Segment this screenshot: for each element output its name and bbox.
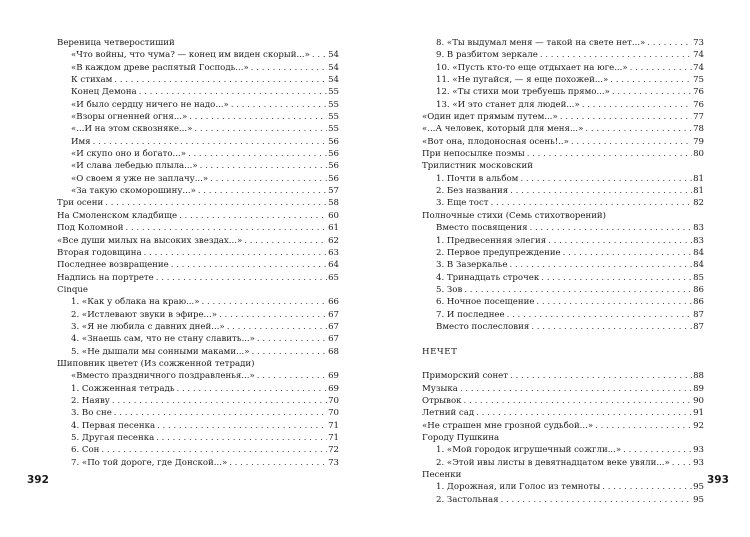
toc-entry-title: 5. Другая песенка	[71, 433, 155, 443]
dot-leader	[139, 86, 327, 98]
toc-entry-page: 67	[328, 309, 339, 320]
toc-entry-title: 3. Во сне	[71, 408, 112, 419]
toc-entry-page: 67	[328, 334, 339, 345]
dot-leader	[312, 49, 327, 61]
toc-entry	[57, 333, 339, 345]
dot-leader	[507, 309, 692, 321]
toc-entry	[422, 136, 704, 148]
toc-entry-page: 56	[328, 136, 339, 147]
toc-entry-page: 76	[693, 87, 704, 98]
toc-entry-title: Имя	[71, 136, 91, 147]
toc-entry-title: 2. Наяву	[71, 395, 110, 406]
toc-entry-page: 56	[328, 161, 339, 172]
dot-leader	[585, 123, 692, 135]
dot-leader	[101, 444, 327, 456]
blank-line	[422, 358, 704, 370]
toc-entry	[422, 49, 704, 61]
toc-entry-page: 63	[328, 247, 339, 258]
toc-entry-page: 75	[693, 75, 704, 86]
toc-entry	[422, 457, 704, 469]
toc-entry-title: При непосылке поэмы	[422, 149, 525, 160]
dot-leader	[510, 370, 692, 382]
toc-entry	[422, 123, 704, 135]
dot-leader	[105, 197, 327, 209]
toc-entry-title: 11. «Не пугайся, — я еще похожей...»	[436, 75, 609, 86]
toc-entry	[57, 284, 339, 296]
dot-leader	[623, 444, 692, 456]
toc-entry-title: 12. «Ты стихи мои требуешь прямо...»	[436, 87, 610, 98]
toc-entry-page: 87	[693, 309, 704, 320]
toc-entry	[422, 111, 704, 123]
toc-entry-title: «В каждом древе распятый Господь...»	[71, 62, 249, 73]
toc-entry	[57, 210, 339, 222]
toc-entry-page: 55	[328, 87, 339, 98]
dot-leader	[156, 432, 327, 444]
toc-entry-page: 84	[693, 247, 704, 258]
toc-entry-page: 93	[693, 457, 704, 468]
dot-leader	[219, 309, 327, 321]
toc-entry-title: 2. Первое предупреждение	[436, 247, 561, 258]
toc-entry	[57, 346, 339, 358]
toc-entry-page: 62	[328, 235, 339, 246]
toc-entry-title: Летний сад	[422, 408, 475, 419]
toc-entry-title: 7. И последнее	[436, 309, 505, 320]
toc-entry-page: 56	[328, 149, 339, 160]
right-page-contents	[422, 37, 704, 506]
toc-entry-page: 54	[328, 75, 339, 86]
toc-entry-page: 71	[328, 420, 339, 431]
toc-entry-page: 84	[693, 260, 704, 271]
toc-entry-page: 93	[693, 445, 704, 456]
toc-entry-title: 1. Дорожная, или Голос из темноты	[436, 482, 601, 493]
section-heading: НЕЧЕТ	[422, 346, 458, 357]
toc-entry	[422, 383, 704, 395]
toc-entry-title: К стихам	[71, 75, 113, 86]
toc-entry	[57, 259, 339, 271]
toc-entry	[57, 123, 339, 135]
toc-entry-page: 88	[693, 371, 704, 382]
toc-entry-page: 64	[328, 260, 339, 271]
toc-entry-page: 86	[693, 284, 704, 295]
toc-entry-title: Приморский сонет	[422, 371, 509, 382]
toc-entry-page: 66	[328, 297, 339, 308]
dot-leader	[531, 321, 692, 333]
toc-entry-title: 7. «По той дороге, где Донской...»	[71, 457, 228, 468]
toc-entry-page: 69	[328, 371, 339, 382]
dot-leader	[560, 111, 692, 123]
dot-leader	[536, 296, 692, 308]
toc-entry-title: Городу Пушкина	[422, 433, 500, 443]
toc-entry	[422, 444, 704, 456]
toc-entry-page: 56	[328, 173, 339, 184]
toc-entry-title: Надпись на портрете	[57, 272, 154, 283]
toc-entry	[422, 210, 704, 222]
dot-leader	[179, 210, 327, 222]
toc-entry	[422, 469, 704, 481]
toc-entry	[57, 309, 339, 321]
toc-entry-title: «Один идет прямым путем...»	[422, 112, 558, 123]
toc-entry-page: 73	[693, 38, 704, 48]
toc-entry	[57, 235, 339, 247]
toc-entry	[422, 494, 704, 506]
toc-entry	[422, 370, 704, 382]
toc-entry-title: 3. «Я не любила с давних дней...»	[71, 321, 225, 332]
toc-entry	[57, 420, 339, 432]
dot-leader	[114, 74, 327, 86]
dot-leader	[198, 185, 327, 197]
toc-entry-page: 89	[693, 383, 704, 394]
dot-leader	[257, 370, 327, 382]
toc-entry-title: «...И на этом сквозняке...»	[71, 124, 193, 135]
toc-entry-title: «...А человек, который для меня...»	[422, 124, 584, 135]
toc-entry	[422, 296, 704, 308]
toc-entry	[57, 99, 339, 111]
right-page-number: 393	[707, 474, 729, 486]
toc-entry	[57, 296, 339, 308]
dot-leader	[202, 296, 328, 308]
toc-entry	[57, 321, 339, 333]
toc-entry-title: Под Коломной	[57, 223, 124, 234]
toc-entry-page: 95	[693, 494, 704, 505]
dot-leader	[501, 494, 693, 506]
toc-entry	[57, 148, 339, 160]
dot-leader	[595, 420, 692, 432]
toc-entry-page: 70	[328, 408, 339, 419]
toc-entry-title: 4. Тринадцать строчек	[436, 272, 540, 283]
toc-entry-title: «О своем я уже не заплачу...»	[71, 173, 209, 184]
dot-leader	[210, 173, 327, 185]
dot-leader	[227, 321, 327, 333]
toc-entry	[57, 370, 339, 382]
dot-leader	[257, 333, 327, 345]
dot-leader	[509, 259, 692, 271]
toc-entry-title: «Что войны, что чума? — конец им виден скорый...»	[71, 50, 310, 61]
dot-leader	[520, 173, 692, 185]
dot-leader	[464, 284, 692, 296]
toc-entry-page: 82	[693, 198, 704, 209]
toc-entry-title: 1. «Как у облака на краю...»	[71, 297, 200, 308]
toc-entry	[57, 457, 339, 469]
toc-entry	[422, 272, 704, 284]
toc-entry	[422, 222, 704, 234]
toc-entry-title: 1. Предвесенняя элегия	[436, 235, 547, 246]
toc-entry-page: 74	[693, 50, 704, 61]
toc-entry-title: Песенки	[422, 470, 462, 481]
toc-entry-page: 55	[328, 112, 339, 123]
toc-entry	[422, 432, 704, 444]
dot-leader	[251, 62, 327, 74]
dot-leader	[171, 259, 327, 271]
toc-entry-title: 4. «Знаешь сам, что не стану славить...»	[71, 334, 255, 345]
toc-entry-title: Вторая годовщина	[57, 247, 142, 258]
dot-leader	[189, 111, 327, 123]
toc-entry-page: 54	[328, 50, 339, 61]
toc-entry-title: Cinque	[57, 284, 88, 295]
toc-entry	[422, 197, 704, 209]
toc-entry-page: 92	[693, 420, 704, 431]
toc-entry-title: «И было сердцу ничего не надо...»	[71, 99, 229, 110]
toc-entry	[57, 37, 339, 49]
toc-entry	[422, 62, 704, 74]
dot-leader	[231, 99, 327, 111]
toc-entry	[57, 49, 339, 61]
toc-entry-page: 87	[693, 321, 704, 332]
dot-leader	[188, 148, 327, 160]
toc-entry	[422, 247, 704, 259]
toc-entry	[422, 309, 704, 321]
toc-entry	[57, 136, 339, 148]
toc-entry-title: 1. «Мой городок игрушечный сожгли...»	[436, 445, 622, 456]
toc-entry-page: 55	[328, 99, 339, 110]
toc-entry-title: 5. Зов	[436, 284, 463, 295]
toc-entry-title: «За такую скоморошину...»	[71, 186, 196, 197]
toc-entry	[57, 197, 339, 209]
toc-entry	[422, 481, 704, 493]
toc-entry-title: На Смоленском кладбище	[57, 210, 178, 221]
dot-leader	[460, 383, 692, 395]
toc-entry-page: 83	[693, 223, 704, 234]
dot-leader	[244, 235, 327, 247]
dot-leader	[114, 407, 327, 419]
toc-entry-title: Музыка	[422, 383, 458, 394]
dot-leader	[194, 123, 327, 135]
toc-entry-page: 55	[328, 124, 339, 135]
toc-entry	[422, 284, 704, 296]
toc-entry-page: 83	[693, 235, 704, 246]
toc-entry-title: Конец Демона	[71, 87, 137, 98]
toc-entry	[422, 420, 704, 432]
dot-leader	[571, 136, 692, 148]
toc-entry	[57, 185, 339, 197]
toc-entry-title: 1. Сожженная тетрадь	[71, 383, 175, 394]
dot-leader	[144, 247, 327, 259]
toc-entry-page: 69	[328, 383, 339, 394]
toc-entry	[422, 173, 704, 185]
toc-entry	[57, 247, 339, 259]
toc-entry-title: «И слава лебедью плыла...»	[71, 161, 198, 172]
toc-entry-page: 81	[693, 173, 704, 184]
toc-entry-page: 54	[328, 62, 339, 73]
dot-leader	[491, 197, 693, 209]
toc-entry	[57, 383, 339, 395]
toc-entry-title: 13. «И это станет для людей...»	[436, 99, 580, 110]
dot-leader	[527, 148, 692, 160]
dot-leader	[156, 272, 327, 284]
toc-entry	[57, 444, 339, 456]
dot-leader	[672, 457, 692, 469]
dot-leader	[112, 395, 327, 407]
toc-entry-title: 2. Без названия	[436, 186, 509, 197]
toc-entry	[57, 432, 339, 444]
blank-line	[422, 333, 704, 345]
toc-entry-page: 57	[328, 186, 339, 197]
toc-entry	[422, 407, 704, 419]
toc-entry-title: «Все души милых на высоких звездах...»	[57, 235, 243, 246]
toc-entry-title: 8. «Ты выдумал меня — такой на свете нет...»	[436, 38, 646, 48]
toc-entry	[422, 321, 704, 333]
dot-leader	[630, 62, 692, 74]
dot-leader	[476, 407, 692, 419]
dot-leader	[125, 222, 327, 234]
toc-entry-page: 65	[328, 272, 339, 283]
toc-entry-title: 3. В Зазеркалье	[436, 260, 508, 271]
toc-entry-title: 6. Ночное посещение	[436, 297, 535, 308]
toc-entry-page: 74	[693, 62, 704, 73]
toc-entry	[422, 37, 704, 49]
dot-leader	[541, 272, 692, 284]
toc-entry-title: Вереница четверостиший	[57, 38, 175, 48]
toc-entry-page: 91	[693, 408, 704, 419]
dot-leader	[548, 235, 692, 247]
toc-entry-title: 2. «Этой ивы листы в девятнадцатом веке увяли...»	[436, 457, 670, 468]
toc-entry	[57, 62, 339, 74]
toc-entry-title: 10. «Пусть кто-то еще отдыхает на юге...»	[436, 62, 628, 73]
dot-leader	[540, 49, 692, 61]
dot-leader	[563, 247, 692, 259]
toc-entry	[57, 272, 339, 284]
toc-entry-page: 71	[328, 433, 339, 443]
toc-entry-page: 58	[328, 198, 339, 209]
toc-entry-title: Трилистник московский	[422, 161, 533, 172]
toc-entry-page: 86	[693, 297, 704, 308]
toc-entry	[57, 222, 339, 234]
toc-entry-title: «Не страшен мне грозной судьбой...»	[422, 420, 594, 431]
toc-entry	[422, 395, 704, 407]
dot-leader	[647, 37, 692, 49]
toc-entry-title: 9. В разбитом зеркале	[436, 50, 538, 61]
toc-entry-page: 80	[693, 149, 704, 160]
toc-entry-page: 73	[328, 457, 339, 468]
toc-entry	[422, 160, 704, 172]
dot-leader	[177, 383, 328, 395]
dot-leader	[612, 86, 692, 98]
toc-entry-page: 70	[328, 395, 339, 406]
dot-leader	[582, 99, 692, 111]
dot-leader	[157, 420, 327, 432]
toc-entry	[422, 235, 704, 247]
toc-entry-title: 5. «Не дышали мы сонными маками...»	[71, 346, 250, 357]
dot-leader	[510, 185, 692, 197]
toc-entry-page: 60	[328, 210, 339, 221]
dot-leader	[530, 222, 693, 234]
toc-entry	[57, 358, 339, 370]
toc-entry	[57, 173, 339, 185]
toc-entry	[422, 259, 704, 271]
toc-entry-title: Вместо посвящения	[436, 223, 528, 234]
dot-leader	[229, 457, 327, 469]
toc-entry-title: Отрывок	[422, 395, 462, 406]
toc-entry-title: «Взоры огненней огня...»	[71, 112, 188, 123]
toc-entry-page: 68	[328, 346, 339, 357]
dot-leader	[464, 395, 693, 407]
toc-entry-title: Три осени	[57, 198, 104, 209]
toc-entry-title: 4. Первая песенка	[71, 420, 156, 431]
toc-entry-title: 1. Почти в альбом	[436, 173, 519, 184]
toc-entry-page: 95	[693, 482, 704, 493]
toc-entry	[57, 111, 339, 123]
toc-entry-title: 2. Застольная	[436, 494, 499, 505]
toc-entry	[57, 407, 339, 419]
dot-leader	[602, 481, 692, 493]
toc-entry	[422, 99, 704, 111]
toc-entry-title: Последнее возвращение	[57, 260, 169, 271]
toc-entry-title: 3. Еще тост	[436, 198, 489, 209]
left-page-contents	[57, 37, 339, 469]
toc-entry-page: 90	[693, 395, 704, 406]
toc-entry-title: «Вместо праздничного поздравленья...»	[71, 371, 255, 382]
left-page-number: 392	[27, 474, 49, 486]
dot-leader	[200, 160, 327, 172]
toc-entry	[57, 395, 339, 407]
toc-entry-title: Шиповник цветет (Из сожженной тетради)	[57, 358, 255, 369]
toc-entry-title: 6. Сон	[71, 445, 100, 456]
toc-entry-page: 77	[693, 112, 704, 123]
toc-entry	[422, 74, 704, 86]
toc-entry-title: «Вот она, плодоносная осень!..»	[422, 136, 569, 147]
toc-entry	[57, 160, 339, 172]
toc-entry-page: 76	[693, 99, 704, 110]
toc-entry	[57, 74, 339, 86]
toc-entry-page: 61	[328, 223, 339, 234]
toc-entry-page: 72	[328, 445, 339, 456]
toc-entry	[422, 148, 704, 160]
dot-leader	[610, 74, 692, 86]
toc-entry	[422, 86, 704, 98]
toc-entry-page: 85	[693, 272, 704, 283]
toc-entry-page: 78	[693, 124, 704, 135]
toc-entry-title: «И скупо оно и богато...»	[71, 149, 186, 160]
dot-leader	[252, 346, 328, 358]
toc-entry-page: 81	[693, 186, 704, 197]
toc-entry-page: 67	[328, 321, 339, 332]
toc-entry	[57, 86, 339, 98]
toc-entry-title: Полночные стихи (Семь стихотворений)	[422, 210, 607, 221]
toc-entry	[422, 185, 704, 197]
toc-entry-title: 2. «Истлевают звуки в эфире...»	[71, 309, 218, 320]
toc-entry-page: 79	[693, 136, 704, 147]
dot-leader	[93, 136, 327, 148]
toc-entry-title: Вместо послесловия	[436, 321, 530, 332]
